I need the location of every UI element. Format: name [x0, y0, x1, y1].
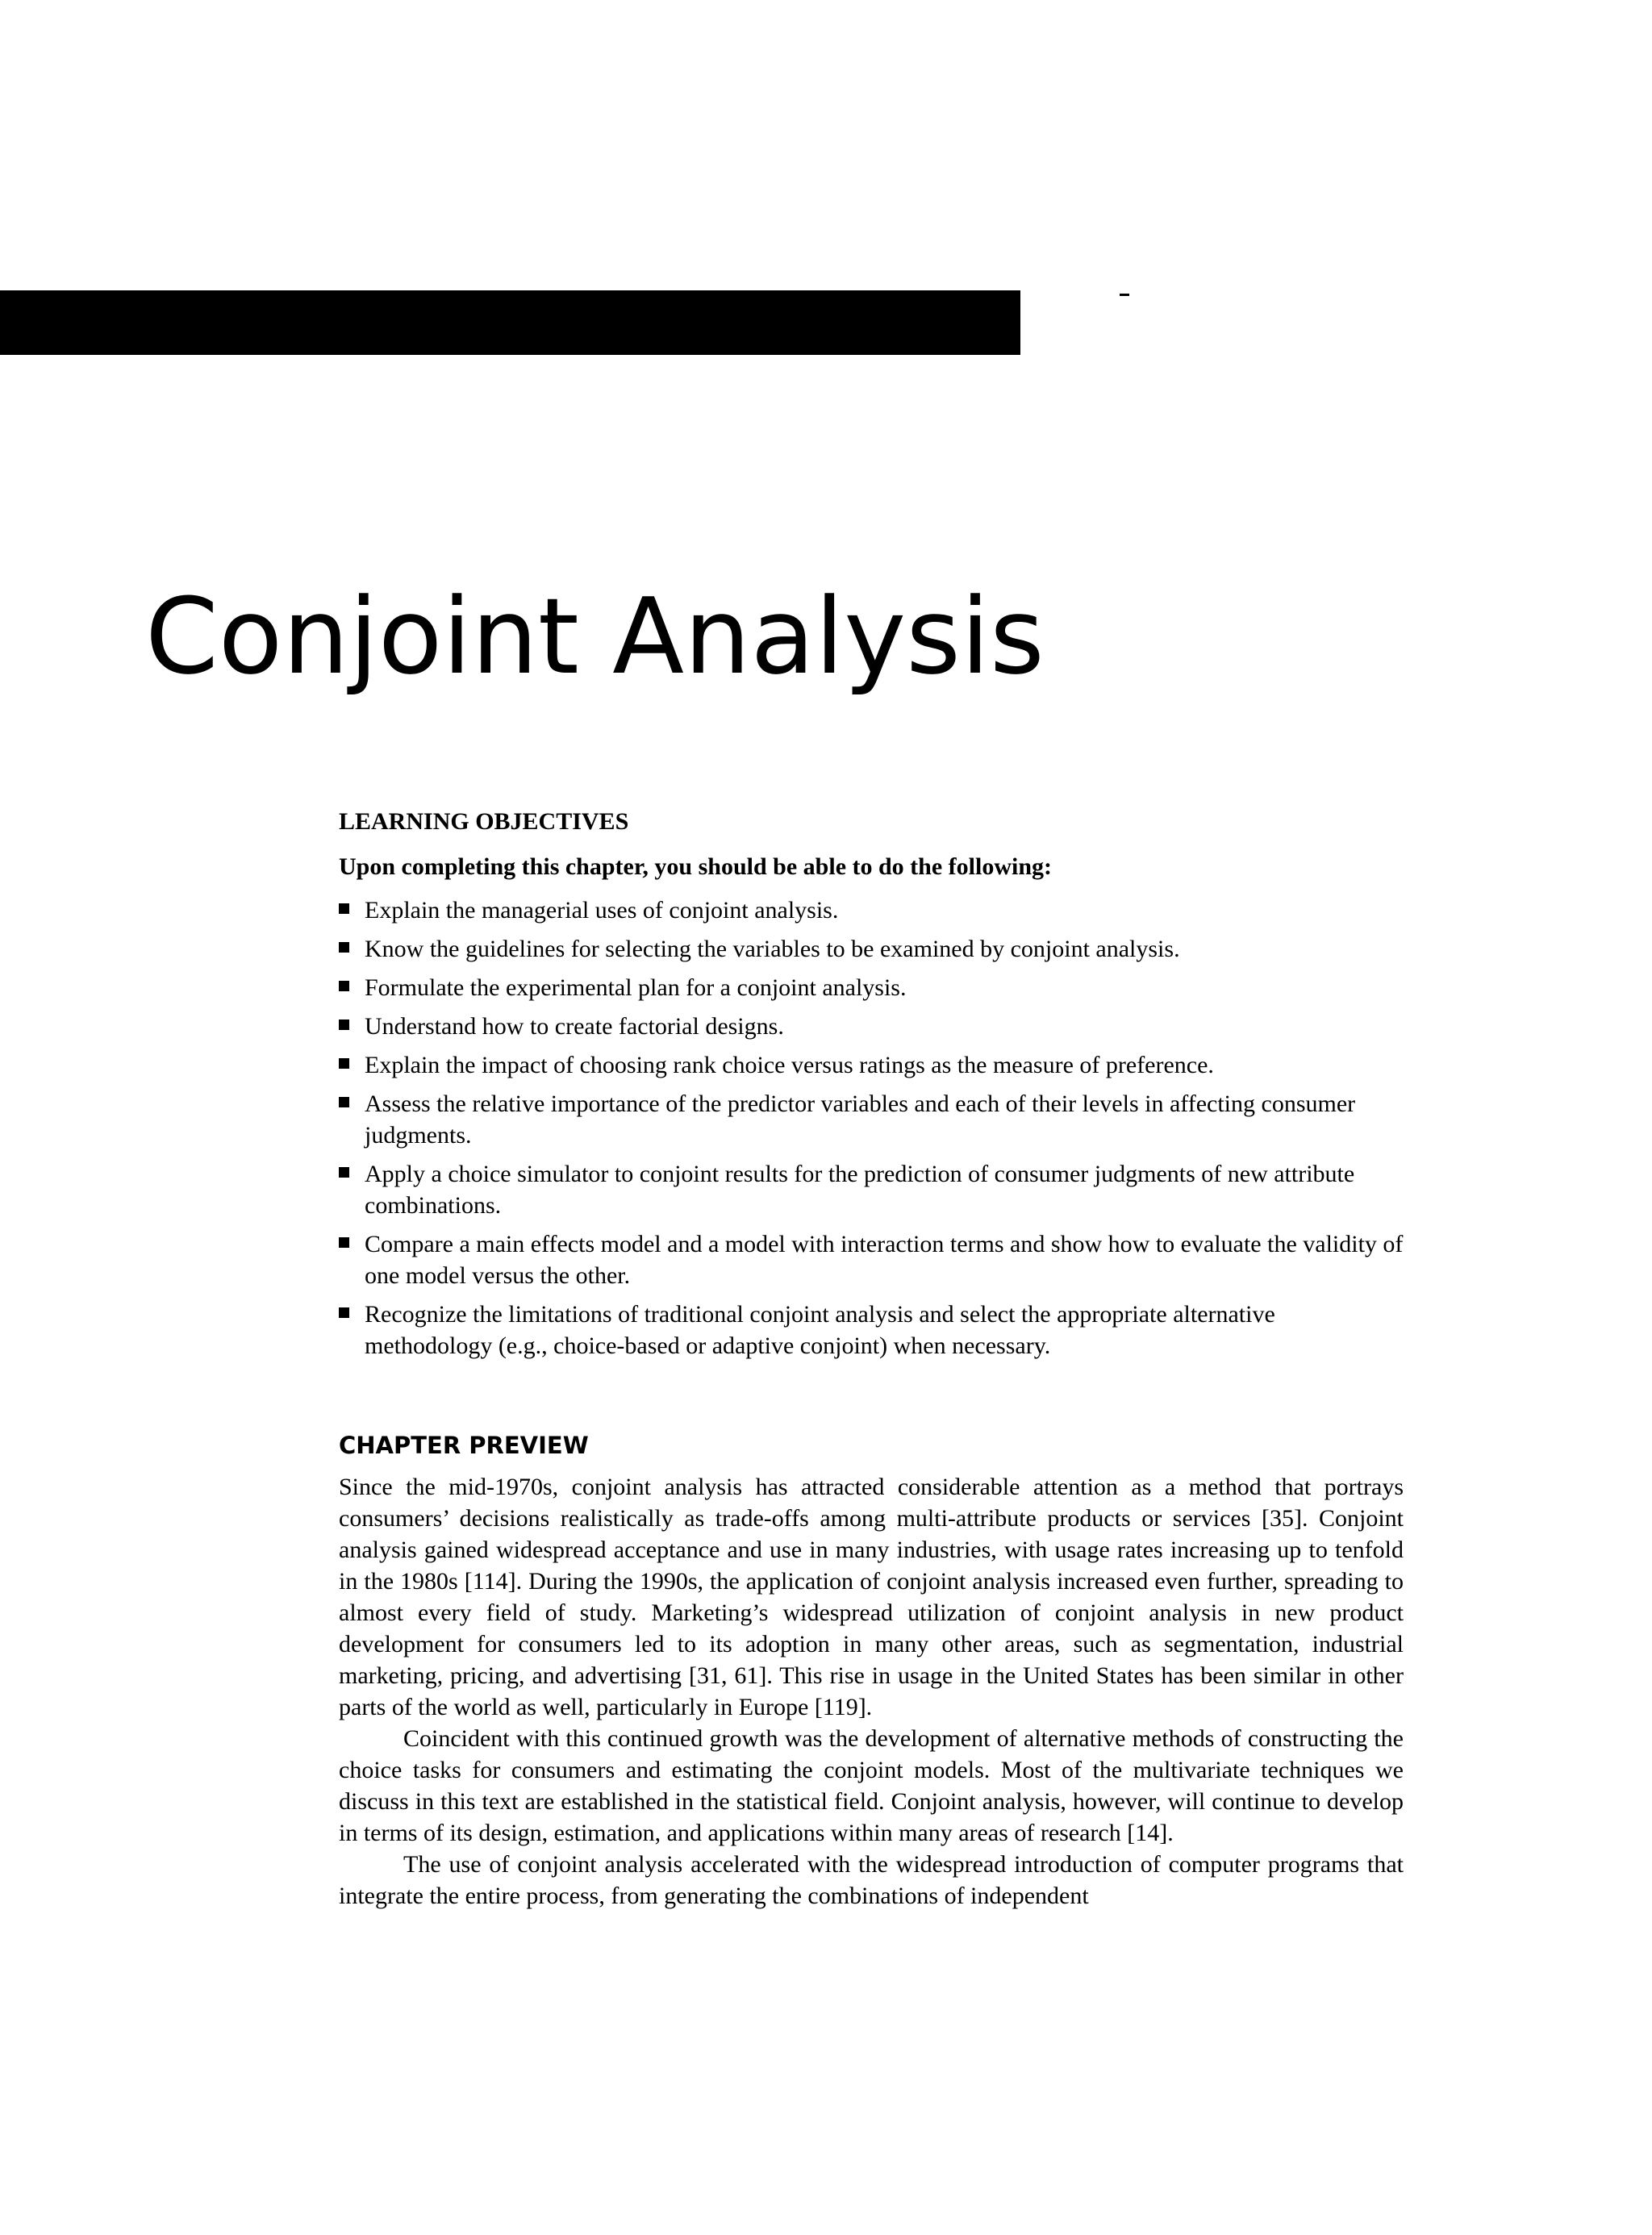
objective-text: Recognize the limitations of traditional conjoint analysis and select the appropriate alternative methodology (e.g., choice-based or adaptive conjoint) when necessary.: [365, 1301, 1275, 1359]
square-bullet-icon: [339, 1058, 349, 1069]
objective-item: [339, 933, 1404, 965]
square-bullet-icon: [339, 903, 349, 914]
objective-item: [339, 1158, 1404, 1221]
chapter-content: [339, 807, 1404, 1912]
square-bullet-icon: [339, 1020, 349, 1030]
objective-text: Know the guidelines for selecting the variables to be examined by conjoint analysis.: [365, 936, 1180, 962]
header-mark: [1120, 294, 1129, 296]
objective-text: Apply a choice simulator to conjoint results for the prediction of consumer judgments of new attribute combinations.: [365, 1161, 1355, 1219]
objective-text: Assess the relative importance of the predictor variables and each of their levels in affecting consumer judgments.: [365, 1090, 1356, 1149]
objective-item: [339, 894, 1404, 926]
learning-objectives-list: [339, 894, 1404, 1361]
objective-item: [339, 1011, 1404, 1042]
square-bullet-icon: [339, 1307, 349, 1318]
objective-text: Compare a main effects model and a model with interaction terms and show how to evaluate the validity of one model versus the other.: [365, 1231, 1404, 1289]
objective-text: Formulate the experimental plan for a conjoint analysis.: [365, 974, 907, 1001]
objective-text: Explain the impact of choosing rank choice versus ratings as the measure of preference.: [365, 1052, 1214, 1078]
learning-objectives-section: [339, 807, 1404, 1361]
chapter-title: Conjoint Analysis: [145, 575, 1045, 698]
preview-paragraph: Coincident with this continued growth was the development of alternative methods of constructing the choice tasks for consumers and estimating the conjoint models. Most of the multivariate techniques we discuss in this text are established in the statistical field. Conjoint analysis, however, will continue to develop in terms of its design, estimation, and applications within many areas of research [14].: [339, 1724, 1404, 1846]
objective-item: [339, 1049, 1404, 1081]
preview-paragraph: The use of conjoint analysis accelerated with the widespread introduction of computer programs that integrate the entire process, from generating the combinations of independent: [339, 1850, 1404, 1909]
square-bullet-icon: [339, 1167, 349, 1178]
chapter-preview-section: [339, 1431, 1404, 1912]
square-bullet-icon: [339, 1097, 349, 1107]
chapter-header-band: [0, 290, 1020, 355]
square-bullet-icon: [339, 981, 349, 991]
preview-paragraph: Since the mid-1970s, conjoint analysis has attracted considerable attention as a method that portrays consumers’ decisions realistically as trade-offs among multi-attribute products or services [35]. Conjoint analysis gained widespread acceptance and use in many industries, with usage rates increasing up to tenfold in the 1980s [114]. During the 1990s, the application of conjoint analysis increased even further, spreading to almost every field of study. Marketing’s widespread utilization of conjoint analysis in new product development for consumers led to its adoption in many other areas, such as segmentation, industrial marketing, pricing, and advertising [31, 61]. This rise in usage in the United States has been similar in other parts of the world as well, particularly in Europe [119].: [339, 1473, 1404, 1720]
objective-text: Explain the managerial uses of conjoint analysis.: [365, 897, 839, 924]
objective-item: [339, 1088, 1404, 1151]
objective-item: [339, 972, 1404, 1003]
objective-text: Understand how to create factorial designs.: [365, 1013, 784, 1040]
objective-item: [339, 1299, 1404, 1361]
chapter-preview-heading: CHAPTER PREVIEW: [339, 1432, 589, 1459]
learning-objectives-heading: LEARNING OBJECTIVES: [339, 808, 629, 835]
square-bullet-icon: [339, 942, 349, 953]
objective-item: [339, 1228, 1404, 1291]
square-bullet-icon: [339, 1237, 349, 1248]
learning-objectives-intro: Upon completing this chapter, you should be able to do the following:: [339, 853, 1053, 880]
